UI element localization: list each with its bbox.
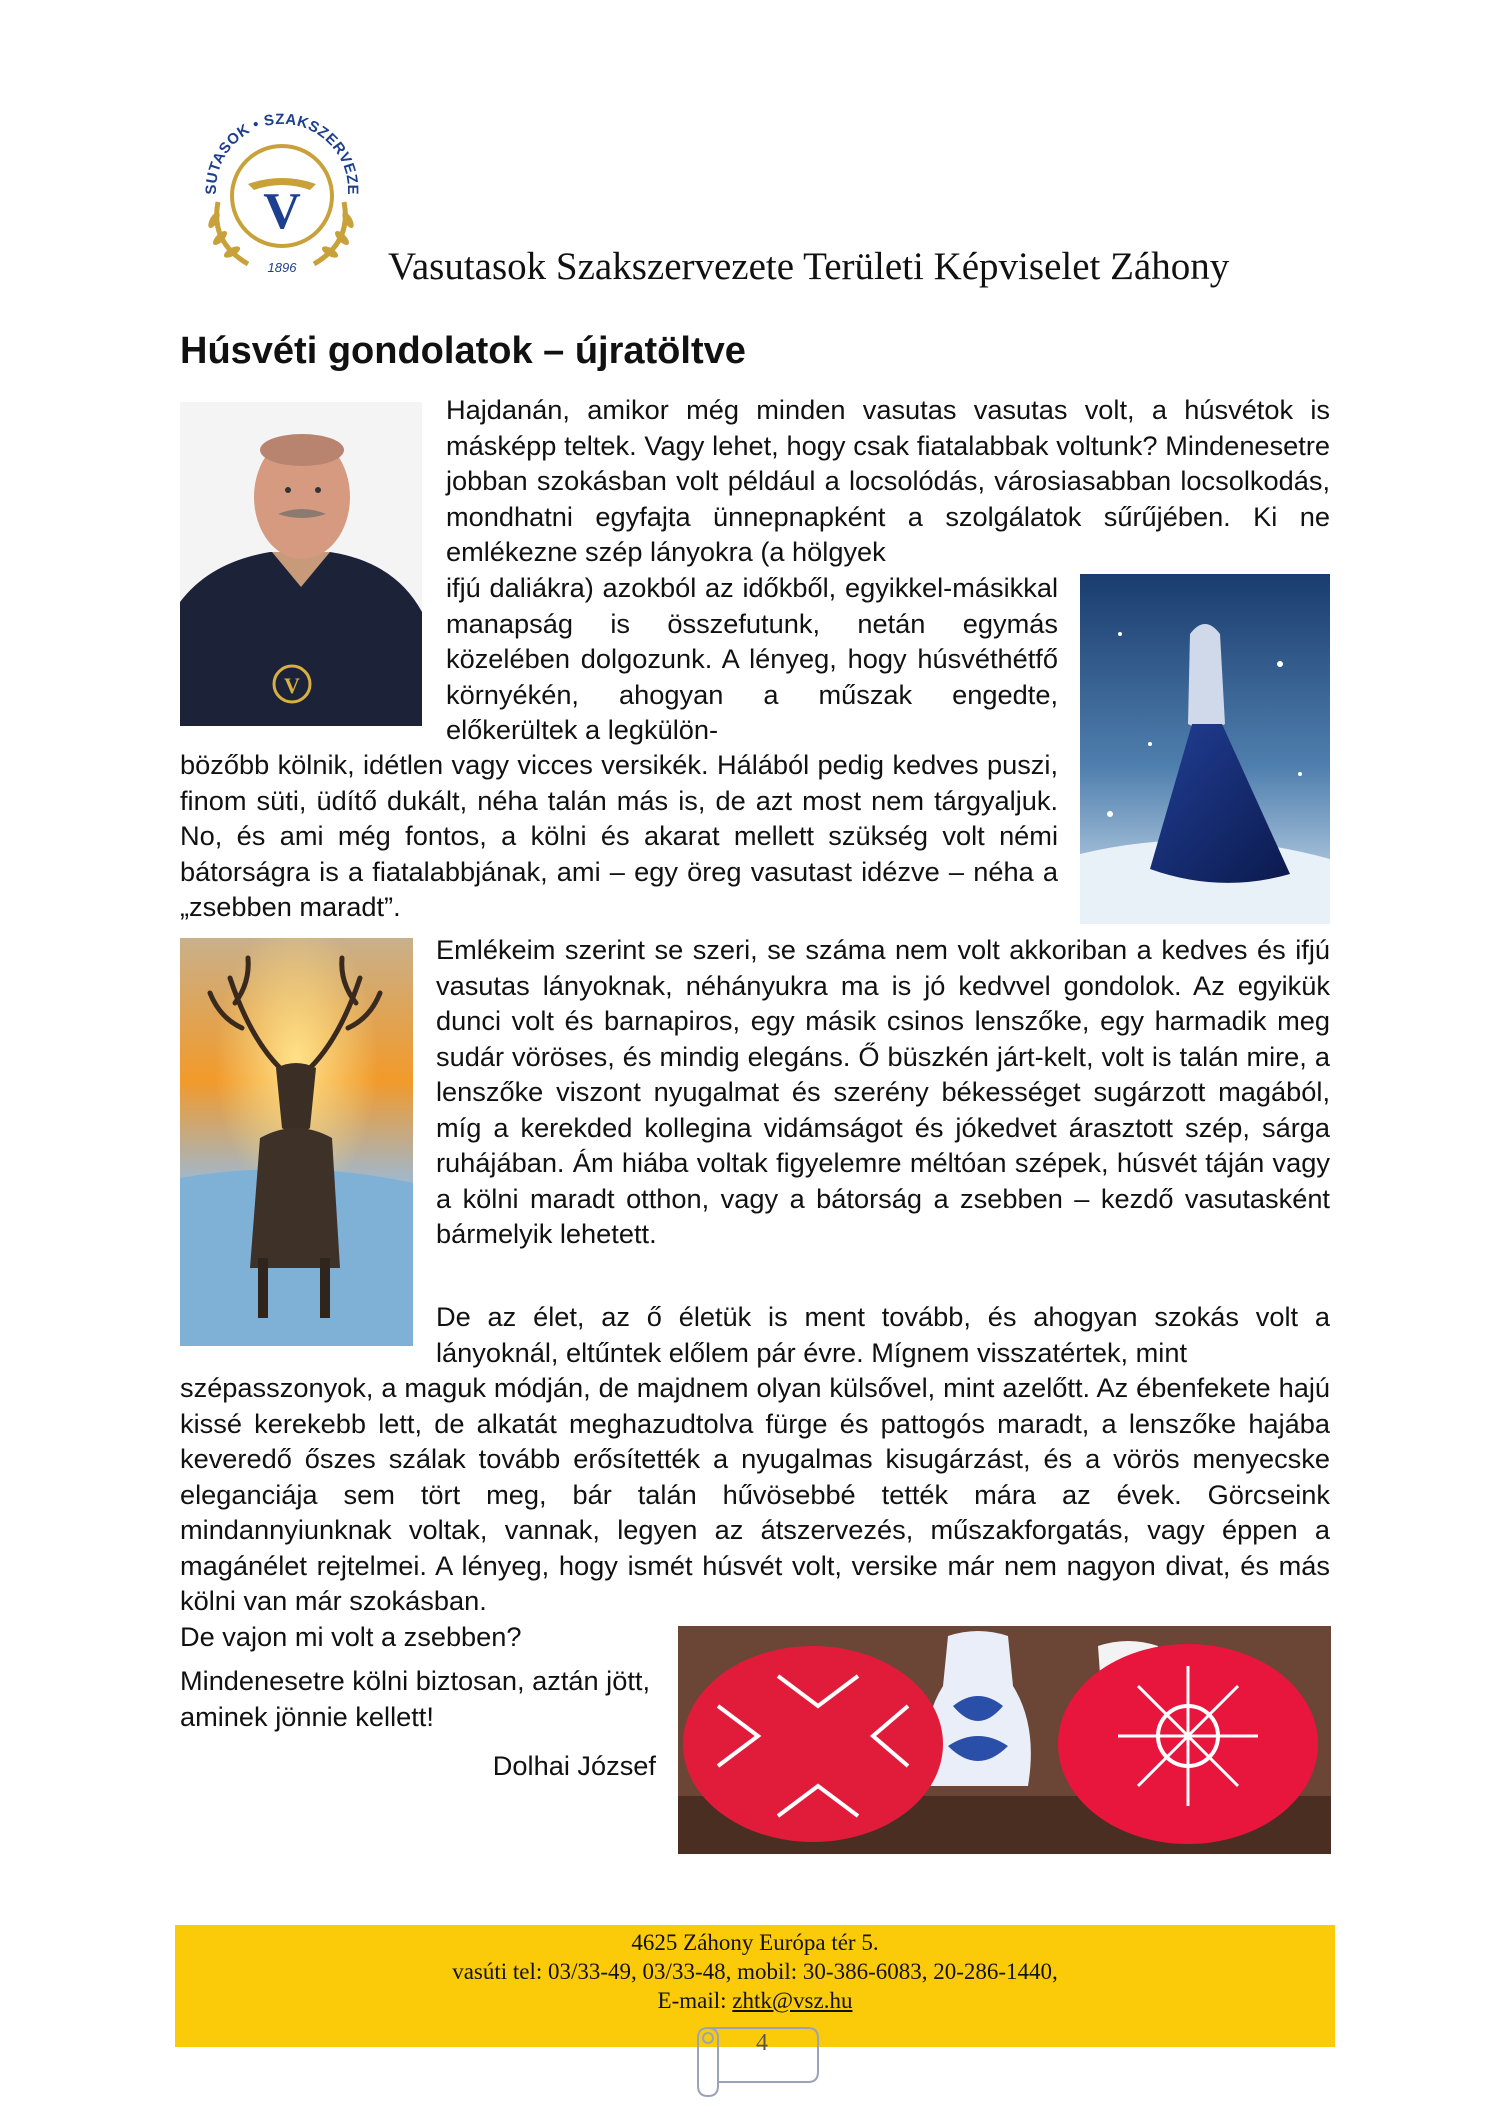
article-paragraph-1a: Hajdanán, amikor még minden vasutas vasutas volt, a húsvétok is másképp teltek. Vagy lehet, hogy csak fiatalabbak voltunk? Mindenesetre jobban szokásban volt például a locsolódás, városiasabban locsolkodás, mondhatni egyfajta ünnepnapként a szolgálatok sűrűjében. Ki ne emlékezne szép lányokra (a hölgyek xyxy=(446,394,1330,567)
author-signature: Dolhai József xyxy=(492,1750,656,1781)
footer-address: 4625 Záhony Európa tér 5. xyxy=(631,1930,879,1955)
article-paragraph-4: Mindenesetre kölni biztosan, aztán jött, aminek jönnie kellett! xyxy=(180,1665,651,1732)
footer-email-label: E-mail: xyxy=(657,1988,733,2013)
footer-email-line xyxy=(175,1986,1335,2015)
article-paragraph-3a: De az élet, az ő életük is ment tovább, és ahogyan szokás volt a lányoknál, eltűntek előlem pár évre. Mígnem visszatértek, mint xyxy=(436,1301,1330,1368)
article-paragraph-2: Emlékeim szerint se szeri, se száma nem volt akkoriban a kedves és ifjú vasutas lányoknak, néhányukra ma is jó kedvvel gondolok. Az egyikük dunci volt és barnapiros, egy másik csinos lenszőke, egy harmadik meg sudár vöröses, és mindig elegáns. Ő büszkén járt-kelt, volt is talán mire, a lenszőke viszont nyugalmat és szerény békességet sugárzott magából, míg a kerekded kollegina vidámságot és jókedvet árasztott szép, sárga ruhájában. Ám hiába voltak figyelemre méltóan szépek, húsvét táján vagy a kölni maradt otthon, vagy a bátorság a zsebben – kezdő vasutasként bármelyik lehetett. xyxy=(436,934,1330,1249)
logo-emblem xyxy=(188,92,374,278)
svg-text:VASUTASOK • SZAKSZERVEZETE: SUTASOK • SZAKSZERVEZE xyxy=(202,110,362,196)
article-paragraph-3b: szépasszonyok, a maguk módján, de majdnem olyan külsővel, mint azelőtt. Az ébenfekete hajú kissé kerekebb lett, de alkatát meghazudtolva fürge és pattogós maradt, a lenszőke hajába keveredő őszes szálak tovább erősítették a nyugalmas kisugárzást, és a vörös menyecske eleganciája sem tört meg, bár talán hűvösebbé tették mára az évek. Görcseink mindannyiunknak voltak, vannak, legyen az átszervezés, műszakforgatás, vagy éppen a magánélet rejtelmei. A lényeg, hogy ismét húsvét volt, versike már nem nagyon divat, és más kölni van már szokásban. xyxy=(180,1372,1330,1616)
author-photo xyxy=(180,402,422,726)
article-paragraph-3c: De vajon mi volt a zsebben? xyxy=(180,1621,522,1652)
article-title: Húsvéti gondolatok – újratöltve xyxy=(180,330,746,372)
easter-eggs-photo xyxy=(678,1626,1331,1854)
organization-logo xyxy=(188,92,374,278)
footer-email-link[interactable]: zhtk@vsz.hu xyxy=(732,1988,853,2013)
stag-sunrise-photo xyxy=(180,938,413,1346)
svg-text:V: V xyxy=(284,673,300,698)
winter-woman-illustration xyxy=(1080,574,1330,924)
article-paragraph-1c: bözőbb kölnik, idétlen vagy vicces versikék. Hálából pedig kedves puszi, finom süti, üdítő dukált, néha talán más is, de azt most nem tárgyaljuk. No, és ami még fontos, a kölni és akarat mellett szükség volt némi bátorságra is a fiatalabbjának, ami – egy öreg vasutast idézve – néha a „zsebben maradt”. xyxy=(180,749,1058,922)
organization-title: Vasutasok Szakszervezete Területi Képviselet Záhony xyxy=(388,245,1230,288)
svg-text:V: V xyxy=(263,183,301,240)
svg-text:1896: 1896 xyxy=(267,260,297,275)
page-number: 4 xyxy=(756,2030,768,2056)
footer-phones: vasúti tel: 03/33-49, 03/33-48, mobil: 30-386-6083, 20-286-1440, xyxy=(452,1959,1058,1984)
article-paragraph-1b: ifjú daliákra) azokból az időkből, egyikkel-másikkal manapság is összefutunk, netán egymás közelében dolgozunk. A lényeg, hogy húsvéthétfő környékén, ahogyan a műszak engedte, előkerültek a legkülön- xyxy=(446,572,1058,745)
